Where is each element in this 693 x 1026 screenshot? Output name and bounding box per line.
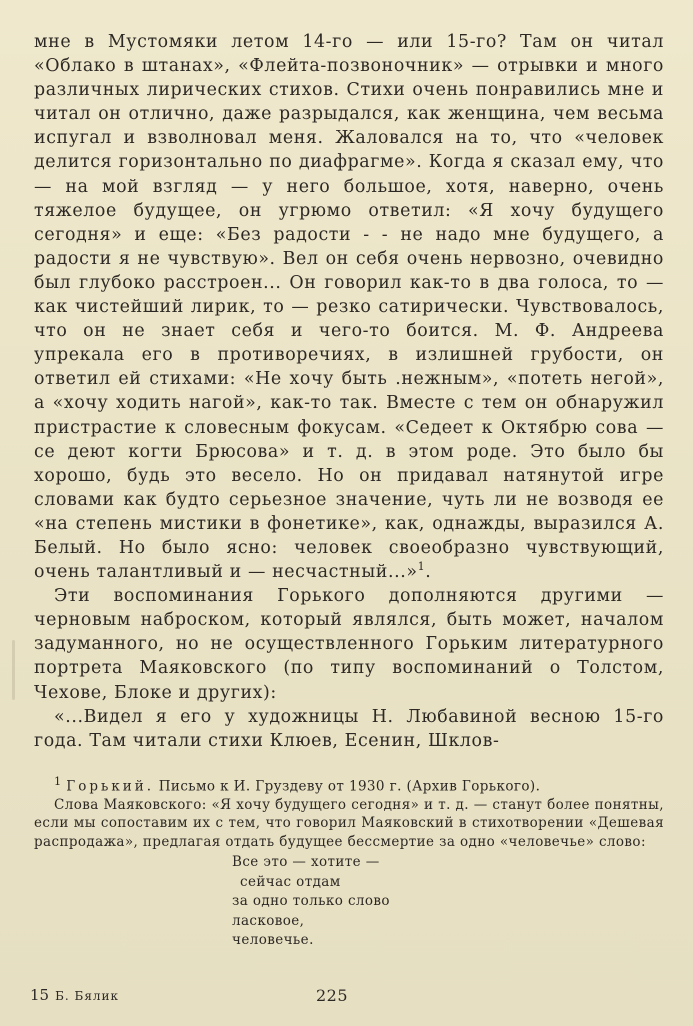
poem-line: ласковое, — [232, 912, 305, 929]
poem-line: за одно только слово — [232, 893, 390, 909]
footnote-author: Горький. — [66, 778, 155, 795]
poem-quote — [232, 853, 390, 951]
scan-artifact — [12, 640, 15, 700]
poem-line: человечье. — [232, 932, 314, 948]
page-number: 225 — [316, 986, 349, 1005]
footnote-continuation: Слова Маяковского: «Я хочу будущего сегодня» и т. д. — станут более понятны, если мы сопоставим их с тем, что говорил Маяковский в стихотворении «Дешевая распродажа», предлагая отдать будущее бессмертие за одно «человечье» слово: — [34, 796, 664, 850]
printer-signature — [30, 986, 119, 1004]
paragraph-1-text: мне в Мустомяки летом 14-го — или 15-го? Там он читал «Облако в штанах», «Флейта-позвоночник» — отрывки и много различных лирических стихов. Стихи очень понравились мне и читал он отлично, даже разрыдался, как женщина, чем весьма испугал и взволновал меня. Жаловался на то, что «человек делится горизонтально по диафрагме». Когда я сказал ему, что — на мой взгляд — у него большое, хотя, наверно, очень тяжелое будущее, он угрюмо ответил: «Я хочу будущего сегодня» и еще: «Без радости - - не надо мне будущего, а радости я не чувствую». Вел он себя очень нервозно, очевидно был глубоко расстроен... Он говорил как-то в два голоса, то — как чистейший лирик, то — резко сатирически. Чувствовалось, что он не знает себя и чего-то боится. М. Ф. Андреева упрекала его в противоречиях, в излишней грубости, он ответил ей стихами: «Не хочу быть .нежным», «потеть негой», а «хочу ходить нагой», как-то так. Вместе с тем он обнаружил пристрастие к словесным фокусам. «Седеет к Октябрю сова — се деют когти Брюсова» и т. д. в этом роде. Это было бы хорошо, будь это весело. Но он придавал натянутой игре словами как будто серьезное значение, чуть ли не возводя ее «на степень мистики в фонетике», как, однажды, выразился А. Белый. Но было ясно: человек своеобразно чувствующий, очень талантливый и — несчастный...» — [34, 32, 664, 583]
paragraph-3: «...Видел я его у художницы Н. Любавиной весною 15-го года. Там читали стихи Клюев, Есенин, Шклов- — [34, 706, 664, 751]
poem-line: сейчас отдам — [240, 873, 341, 890]
footnote-reference: 1 — [417, 560, 426, 574]
main-text — [34, 30, 664, 753]
paragraph-2: Эти воспоминания Горького дополняются другими — черновым наброском, который являлся, быть может, началом задуманного, но не осуществленного Горьким литературного портрета Маяковского (по типу воспоминаний о Толстом, Чехове, Блоке и других): — [34, 586, 664, 703]
footnote-source: Письмо к И. Груздеву от 1930 г. (Архив Горького). — [154, 778, 541, 795]
footnote-1 — [34, 773, 664, 796]
signature-text: Б. Бялик — [55, 989, 120, 1003]
footnotes — [34, 773, 664, 851]
signature-number: 15 — [30, 986, 50, 1004]
paragraph-1: мне в Мустомяки летом 14-го — или 15-го? Там он читал «Облако в штанах», «Флейта-позвоночник» — отрывки и много различных лирических стихов. Стихи очень понравились мне и читал он отлично, даже разрыдался, как женщина, чем весьма испугал и взволновал меня. Жаловался на то, что «человек делится горизонтально по диафрагме». Когда я сказал ему, что — на мой взгляд — у него большое, хотя, наверно, очень тяжелое будущее, он угрюмо ответил: «Я хочу будущего сегодня» и еще: «Без радости - - не надо мне будущего, а радости я не чувствую». Вел он себя очень нервозно, очевидно был глубоко расстроен... Он говорил как-то в два голоса, то — как чистейший лирик, то — резко сатирически. Чувствовалось, что он не знает себя и чего-то боится. М. Ф. Андреева упрекала его в противоречиях, в излишней грубости, он ответил ей стихами: «Не хочу быть .нежным», «потеть негой», а «хочу ходить нагой», как-то так. Вместе с тем он обнаружил пристрастие к словесным фокусам. «Седеет к Октябрю сова — се деют когти Брюсова» и т. д. в этом роде. Это было бы хорошо, будь это весело. Но он придавал натянутой игре словами как будто серьезное значение, чуть ли не возводя ее «на степень мистики в фонетике», как, однажды, выразился А. Белый. Но было ясно: человек своеобразно чувствующий, очень талантливый и — несчастный...»$^1$. — [34, 32, 664, 583]
footnote-marker: 1 — [54, 775, 62, 788]
poem-line: Все это — хотите — — [232, 854, 380, 870]
